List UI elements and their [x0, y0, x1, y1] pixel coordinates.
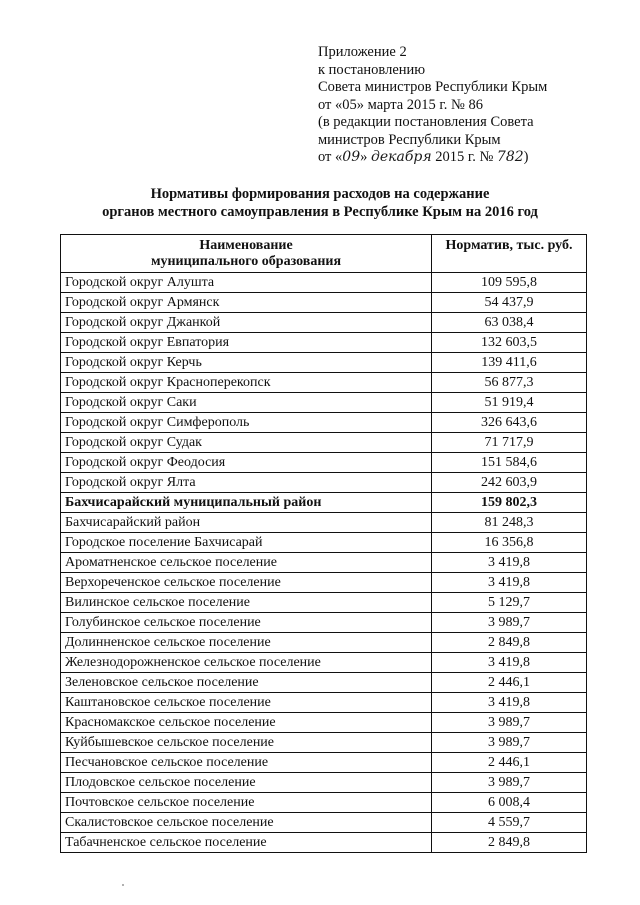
row-name: Плодовское сельское поселение — [61, 773, 432, 793]
document-title — [0, 186, 640, 221]
row-value: 132 603,5 — [432, 333, 587, 353]
date-suffix: ) — [523, 149, 529, 165]
appendix-line: (в редакции постановления Совета — [318, 114, 534, 130]
header-name-line: Наименование — [199, 237, 293, 253]
appendix-line: Совета министров Республики Крым — [318, 79, 548, 95]
row-name: Городской округ Красноперекопск — [61, 373, 432, 393]
row-value: 3 989,7 — [432, 733, 587, 753]
row-value: 2 849,8 — [432, 833, 587, 853]
table-row — [61, 573, 587, 593]
table-row — [61, 713, 587, 733]
row-value: 3 419,8 — [432, 653, 587, 673]
row-name: Табачненское сельское поселение — [61, 833, 432, 853]
table-row — [61, 693, 587, 713]
table-row — [61, 413, 587, 433]
row-value: 3 419,8 — [432, 553, 587, 573]
table-body — [61, 273, 587, 853]
row-value: 326 643,6 — [432, 413, 587, 433]
header-norm: Норматив, тыс. руб. — [432, 235, 587, 273]
table-row — [61, 453, 587, 473]
row-name: Городской округ Керчь — [61, 353, 432, 373]
row-value: 3 989,7 — [432, 613, 587, 633]
table-row — [61, 293, 587, 313]
row-value: 3 989,7 — [432, 713, 587, 733]
appendix-line: министров Республики Крым — [318, 131, 501, 148]
table-row — [61, 553, 587, 573]
row-value: 5 129,7 — [432, 593, 587, 613]
row-name: Городской округ Ялта — [61, 473, 432, 493]
row-value: 16 356,8 — [432, 533, 587, 553]
row-name: Верхореченское сельское поселение — [61, 573, 432, 593]
row-value: 51 919,4 — [432, 393, 587, 413]
table-row — [61, 733, 587, 753]
row-value: 4 559,7 — [432, 813, 587, 833]
row-value: 3 419,8 — [432, 693, 587, 713]
title-line: органов местного самоуправления в Республике Крым на 2016 год — [102, 203, 538, 220]
header-name-line: муниципального образования — [150, 253, 342, 269]
date-mid: » — [360, 149, 371, 165]
row-value: 151 584,6 — [432, 453, 587, 473]
scan-speck — [122, 884, 124, 886]
table-row — [61, 473, 587, 493]
row-value: 6 008,4 — [432, 793, 587, 813]
row-value: 2 849,8 — [432, 633, 587, 653]
row-name: Городской округ Алушта — [61, 273, 432, 293]
table-row — [61, 533, 587, 553]
table-row — [61, 353, 587, 373]
table-row — [61, 673, 587, 693]
table-row — [61, 593, 587, 613]
row-value: 2 446,1 — [432, 753, 587, 773]
row-value: 3 419,8 — [432, 573, 587, 593]
row-value: 3 989,7 — [432, 773, 587, 793]
row-name: Каштановское сельское поселение — [61, 693, 432, 713]
row-name: Бахчисарайский район — [61, 513, 432, 533]
row-value: 71 717,9 — [432, 433, 587, 453]
table-row — [61, 773, 587, 793]
row-name: Почтовское сельское поселение — [61, 793, 432, 813]
title-line: Нормативы формирования расходов на содержание — [150, 186, 490, 202]
row-name: Бахчисарайский муниципальный район — [61, 493, 432, 513]
row-name: Городской округ Евпатория — [61, 333, 432, 353]
row-name: Песчановское сельское поселение — [61, 753, 432, 773]
date-prefix: от « — [318, 149, 343, 165]
row-name: Куйбышевское сельское поселение — [61, 733, 432, 753]
row-name: Вилинское сельское поселение — [61, 593, 432, 613]
table-row — [61, 753, 587, 773]
table-row — [61, 493, 587, 513]
row-name: Городской округ Армянск — [61, 293, 432, 313]
row-name: Городской округ Судак — [61, 433, 432, 453]
table-row — [61, 633, 587, 653]
table-row — [61, 373, 587, 393]
row-name: Городской округ Симферополь — [61, 413, 432, 433]
table-header-row — [61, 235, 587, 273]
row-name: Долинненское сельское поселение — [61, 633, 432, 653]
appendix-line: Приложение 2 — [318, 44, 407, 60]
table-row — [61, 813, 587, 833]
row-name: Городской округ Феодосия — [61, 453, 432, 473]
row-name: Ароматненское сельское поселение — [61, 553, 432, 573]
date-year: 2015 г. № — [431, 149, 497, 165]
row-name: Городской округ Саки — [61, 393, 432, 413]
table-row — [61, 433, 587, 453]
row-name: Городской округ Джанкой — [61, 313, 432, 333]
appendix-block — [318, 44, 547, 167]
table-row — [61, 833, 587, 853]
row-value: 56 877,3 — [432, 373, 587, 393]
handwritten-day: 09 — [342, 149, 361, 165]
table-row — [61, 273, 587, 293]
row-value: 2 446,1 — [432, 673, 587, 693]
row-name: Городское поселение Бахчисарай — [61, 533, 432, 553]
table-row — [61, 613, 587, 633]
table-row — [61, 513, 587, 533]
row-name: Железнодорожненское сельское поселение — [61, 653, 432, 673]
row-value: 63 038,4 — [432, 313, 587, 333]
row-value: 159 802,3 — [432, 493, 587, 513]
appendix-line: к постановлению — [318, 61, 426, 78]
row-name: Скалистовское сельское поселение — [61, 813, 432, 833]
header-name — [61, 235, 432, 273]
norms-table — [60, 234, 587, 853]
handwritten-number: 782 — [496, 149, 524, 165]
appendix-line: от «05» марта 2015 г. № 86 — [318, 96, 483, 113]
row-value: 139 411,6 — [432, 353, 587, 373]
appendix-date-line — [318, 149, 547, 167]
table-row — [61, 333, 587, 353]
table-row — [61, 393, 587, 413]
row-value: 81 248,3 — [432, 513, 587, 533]
row-name: Красномакское сельское поселение — [61, 713, 432, 733]
row-value: 54 437,9 — [432, 293, 587, 313]
row-value: 109 595,8 — [432, 273, 587, 293]
row-name: Голубинское сельское поселение — [61, 613, 432, 633]
table-row — [61, 793, 587, 813]
handwritten-month: декабря — [370, 149, 432, 165]
row-name: Зеленовское сельское поселение — [61, 673, 432, 693]
table-row — [61, 313, 587, 333]
table-row — [61, 653, 587, 673]
row-value: 242 603,9 — [432, 473, 587, 493]
